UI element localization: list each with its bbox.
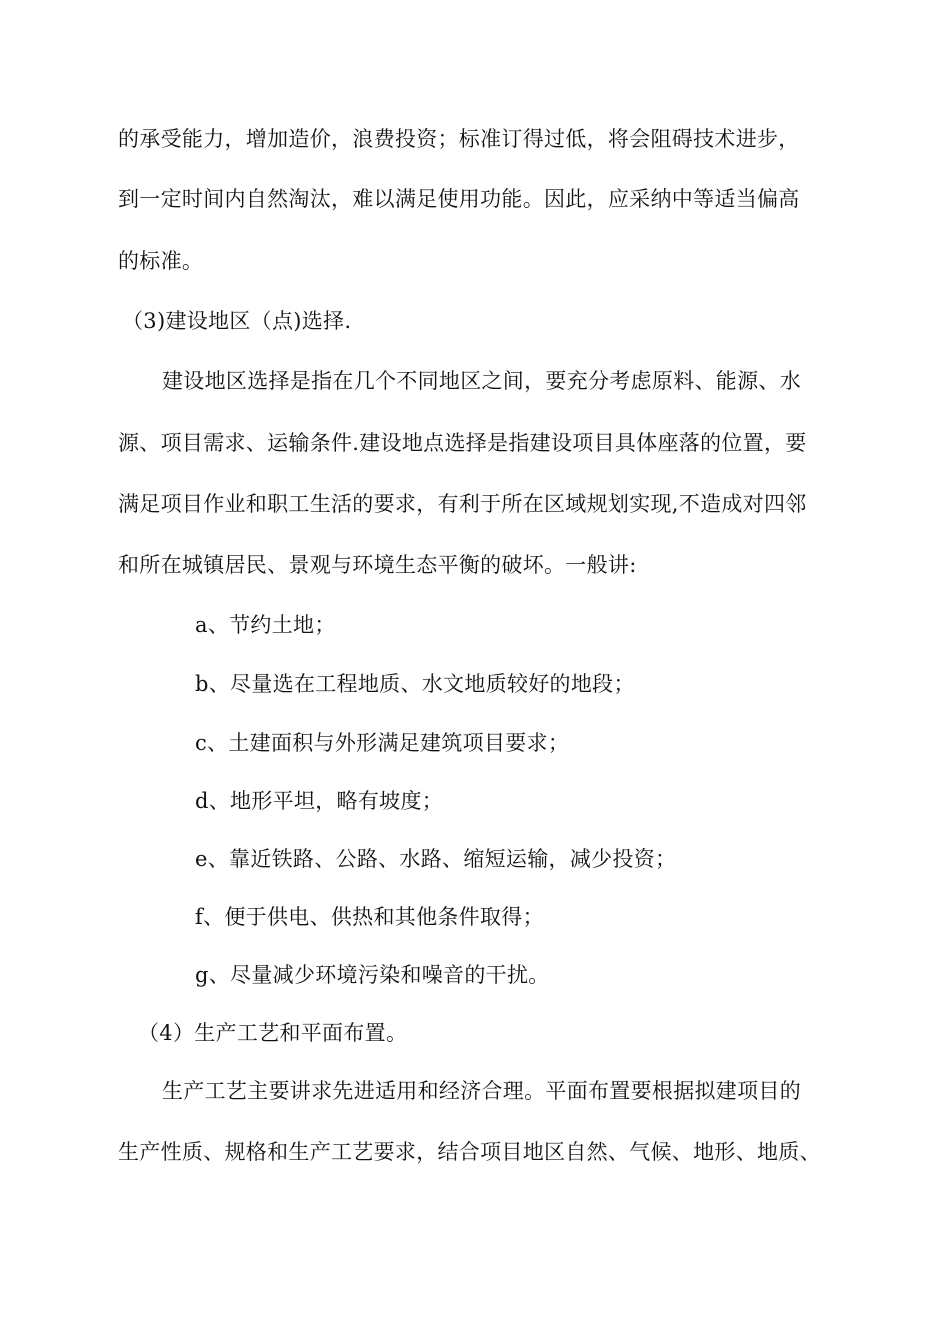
- body-text-line: 和所在城镇居民、景观与环境生态平衡的破坏。一般讲:: [118, 553, 637, 577]
- list-item: c、土建面积与外形满足建筑项目要求；: [195, 731, 570, 755]
- list-item: b、尽量选在工程地质、水文地质较好的地段；: [195, 672, 635, 696]
- body-text-line: 到一定时间内自然淘汰，难以满足使用功能。因此，应采纳中等适当偏高: [118, 187, 800, 211]
- section-heading-3: （3)建设地区（点)选择.: [122, 309, 352, 333]
- list-item: d、地形平坦，略有坡度；: [195, 789, 444, 813]
- list-item: g、尽量减少环境污染和噪音的干扰。: [195, 963, 550, 987]
- list-item: e、靠近铁路、公路、水路、缩短运输，减少投资；: [195, 847, 677, 871]
- body-text-line: 的标准。: [118, 249, 204, 273]
- list-item: a、节约土地；: [195, 613, 336, 637]
- section-heading-4: （4）生产工艺和平面布置。: [138, 1021, 408, 1045]
- list-item: f、便于供电、供热和其他条件取得；: [195, 905, 544, 929]
- paragraph-first-line: 建设地区选择是指在几个不同地区之间，要充分考虑原料、能源、水: [162, 369, 801, 393]
- body-text-line: 源、项目需求、运输条件.建设地点选择是指建设项目具体座落的位置，要: [118, 431, 807, 455]
- body-text-line: 的承受能力，增加造价，浪费投资；标准订得过低，将会阻碍技术进步，: [118, 127, 800, 151]
- body-text-line: 满足项目作业和职工生活的要求，有利于所在区域规划实现,不造成对四邻: [118, 492, 807, 516]
- paragraph-first-line: 生产工艺主要讲求先进适用和经济合理。平面布置要根据拟建项目的: [162, 1079, 801, 1103]
- body-text-line: 生产性质、规格和生产工艺要求，结合项目地区自然、气候、地形、地质、: [118, 1140, 821, 1164]
